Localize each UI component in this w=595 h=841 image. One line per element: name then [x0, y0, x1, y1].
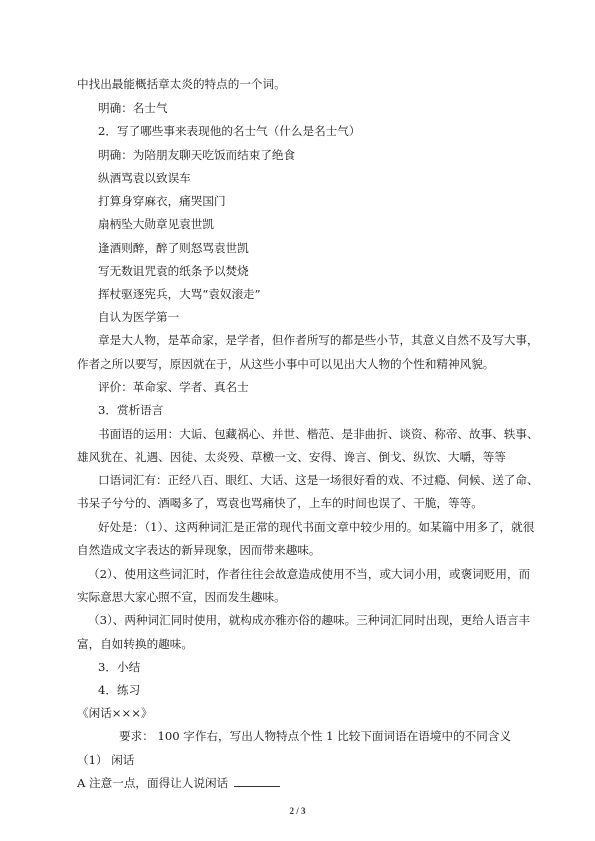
section-heading: 4．练习 [98, 683, 141, 697]
paragraph-line: 富，自如转换的趣味。 [77, 637, 193, 651]
exercise-question [0, 775, 595, 791]
paragraph-line: 雄风犹在、礼遇、因徒、太炎殁、草檄一文、安得、谗言、倒戈、纵饮、大嚼，等等 [77, 450, 506, 464]
paragraph-line: 好处是：（1）、这两种词汇是正常的现代书面文章中较少用的。如某篇中用多了，就很 [98, 520, 535, 534]
section-heading: 2．写了哪些事来表现他的名士气（什么是名士气） [98, 124, 361, 138]
paragraph-line: 实际意思大家心照不宣，因而发生趣味。 [77, 590, 286, 604]
paragraph-line: 作者之所以要写，原因就在于，从这些小事中可以见出大人物的个性和精神风貌。 [77, 357, 495, 371]
text-line: 挥杖驱逐宪兵，大骂“袁奴滚走” [98, 287, 261, 301]
page-number: 2 / 3 [289, 806, 306, 816]
paragraph-line: 章是大人物，是革命家，是学者，但作者所写的都是些小节，其意义自然不及写大事， [98, 333, 539, 347]
text-line: 逢酒则醉，醉了则怒骂袁世凯 [98, 241, 249, 255]
text-line: 写无数诅咒袁的纸条予以焚烧 [98, 264, 249, 278]
paragraph-line: 书面语的运用：大诟、包藏祸心、并世、楷范、是非曲折、谈资、称帝、故事、轶事、 [98, 427, 539, 441]
text-line: 纵酒骂袁以致误车 [98, 171, 191, 185]
section-heading: 3．小结 [98, 660, 141, 674]
exercise-question-text: A 注意一点，面得让人说闲话 [77, 776, 229, 790]
exercise-item: （1） 闲话 [77, 753, 135, 767]
paragraph-line: 自然造成文字表达的新异现象，因而带来趣味。 [77, 543, 321, 557]
exercise-requirement: 要求： 100 字作右，写出人物特点个性 1 比较下面词语在语境中的不同含义 [119, 729, 512, 743]
paragraph-line: （3）、两种词汇同时使用，就构成亦雅亦俗的趣味。三种词汇同时出现，更给人语言丰 [88, 613, 531, 627]
paragraph-line: （2）、使用这些词汇时，作者往往会故意造成使用不当，或大词小用，或褒词贬用，而 [88, 567, 531, 581]
text-line: 自认为医学第一 [98, 310, 180, 324]
section-heading: 3．赏析语言 [98, 403, 164, 417]
text-line: 明确：为陪朋友聊天吃饭而结束了绝食 [98, 148, 296, 162]
paragraph-line: 书呆子兮兮的、酒喝多了，骂袁也骂痛快了，上车的时间也误了、干脆，等等。 [77, 496, 483, 510]
text-line: 打算身穿麻衣，痛哭国门 [98, 194, 226, 208]
text-line: 评价：革命家、学者、真名士 [98, 380, 249, 394]
answer-blank[interactable] [234, 776, 280, 787]
exercise-title: 《闲话×××》 [77, 706, 153, 720]
text-line: 中找出最能概括章太炎的特点的一个词。 [77, 77, 286, 91]
text-line: 扇柄坠大勋章见袁世凯 [98, 217, 214, 231]
paragraph-line: 口语词汇有：正经八百、眼红、大话、这是一场很好看的戏、不过瘾、伺候、送了命、 [98, 473, 539, 487]
text-line: 明确：名士气 [98, 101, 168, 115]
